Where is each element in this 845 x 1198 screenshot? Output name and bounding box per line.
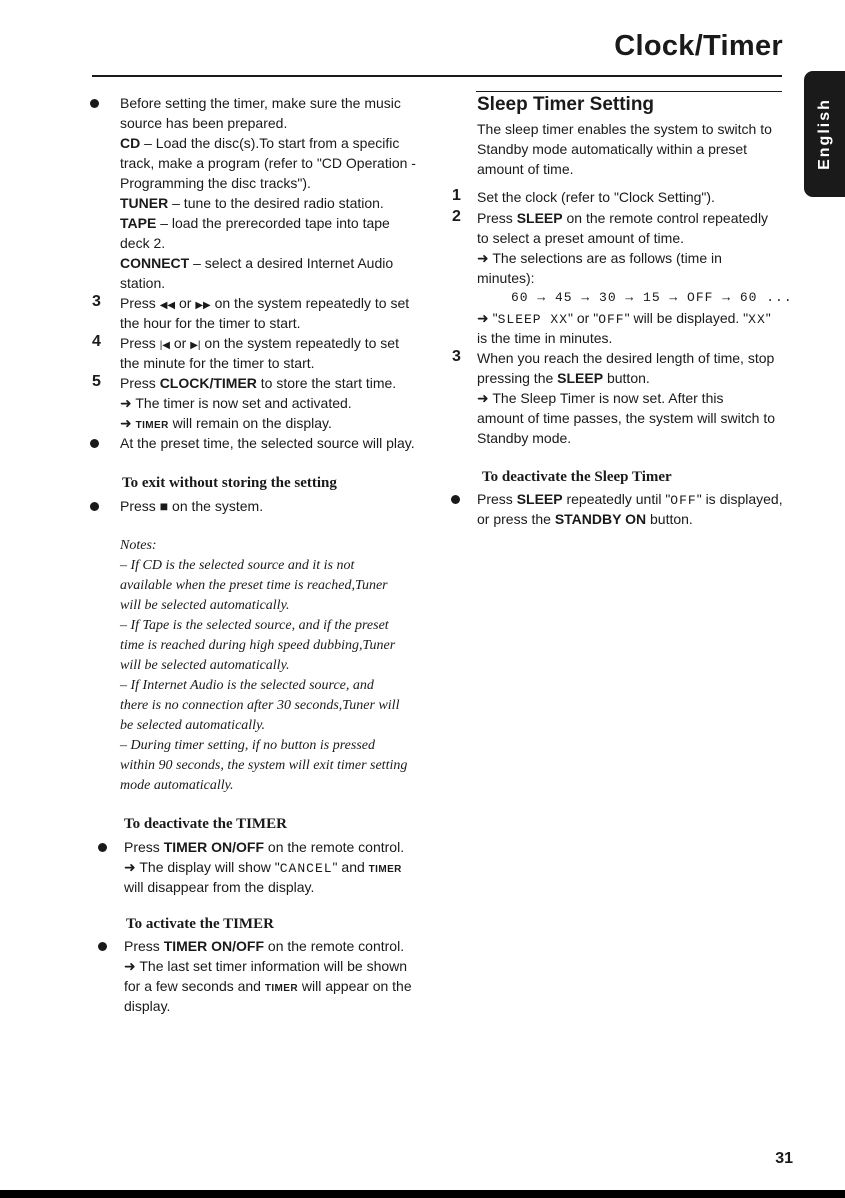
text-line: ➜ "SLEEP XX" or "OFF" will be displayed. "XX" bbox=[477, 310, 771, 327]
bullet-icon bbox=[98, 843, 107, 852]
previous-icon: |◀ bbox=[159, 340, 170, 351]
note-line: will be selected automatically. bbox=[120, 598, 290, 613]
text-line: ➜ TIMER will remain on the display. bbox=[120, 415, 332, 431]
text-line: Press SLEEP repeatedly until "OFF" is displayed, bbox=[477, 491, 783, 508]
note-line: within 90 seconds, the system will exit timer setting bbox=[120, 758, 408, 773]
text-line: Press CLOCK/TIMER to store the start time. bbox=[120, 375, 397, 391]
text-line: will disappear from the display. bbox=[124, 879, 315, 895]
text-line: is the time in minutes. bbox=[477, 330, 613, 346]
section-heading: To activate the TIMER bbox=[126, 916, 274, 932]
note-line: be selected automatically. bbox=[120, 718, 266, 733]
page-title: Clock/Timer bbox=[614, 30, 783, 62]
arrow-icon: ➜ bbox=[124, 958, 136, 974]
bullet-icon bbox=[90, 502, 99, 511]
text-line: deck 2. bbox=[120, 235, 166, 251]
text-line: the hour for the timer to start. bbox=[120, 315, 301, 331]
text-line: CONNECT – select a desired Internet Audio bbox=[120, 255, 394, 271]
text-line: for a few seconds and TIMER will appear on the bbox=[124, 978, 412, 994]
bottom-bar bbox=[0, 1190, 845, 1198]
note-line: will be selected automatically. bbox=[120, 658, 290, 673]
text-line: pressing the SLEEP button. bbox=[477, 370, 650, 386]
step-number: 5 bbox=[92, 373, 101, 390]
text-line: ➜ The display will show "CANCEL" and TIMER bbox=[124, 859, 402, 876]
section-heading: To exit without storing the setting bbox=[122, 475, 337, 491]
text-line: Press SLEEP on the remote control repeatedly bbox=[477, 210, 769, 226]
text-line: ➜ The Sleep Timer is now set. After this bbox=[477, 390, 724, 406]
notes-label: Notes: bbox=[120, 538, 157, 553]
text-line: minutes): bbox=[477, 270, 535, 286]
fast-forward-icon: ▶▶ bbox=[195, 300, 211, 311]
language-tab-label: English bbox=[815, 98, 833, 170]
text-line: Standby mode automatically within a preset bbox=[477, 141, 748, 157]
arrow-icon: ➜ bbox=[120, 415, 132, 431]
text-line: Press ■ on the system. bbox=[120, 498, 264, 514]
step-number: 2 bbox=[452, 208, 461, 225]
arrow-icon: ➜ bbox=[477, 310, 489, 326]
text-line: Press |◀ or ▶| on the system repeatedly to set bbox=[120, 335, 399, 351]
text-line: TAPE – load the prerecorded tape into tape bbox=[120, 215, 390, 231]
bullet-icon bbox=[451, 495, 460, 504]
note-line: – If CD is the selected source and it is not bbox=[120, 558, 355, 573]
text-line: Programming the disc tracks"). bbox=[120, 175, 311, 191]
arrow-icon: ➜ bbox=[124, 859, 136, 875]
text-line: The sleep timer enables the system to switch to bbox=[477, 121, 772, 137]
step-number: 1 bbox=[452, 187, 461, 204]
text-line: amount of time passes, the system will switch to bbox=[477, 410, 775, 426]
text-line: ➜ The timer is now set and activated. bbox=[120, 395, 352, 411]
arrow-icon: ➜ bbox=[477, 390, 489, 406]
note-line: – If Internet Audio is the selected source, and bbox=[120, 678, 374, 693]
text-line: Press TIMER ON/OFF on the remote control. bbox=[124, 938, 405, 954]
note-line: there is no connection after 30 seconds,Tuner will bbox=[120, 698, 400, 713]
sleep-sequence: 60 → 45 → 30 → 15 → OFF → 60 ... bbox=[511, 290, 793, 305]
step-number: 3 bbox=[452, 348, 461, 365]
text-line: Press ◀◀ or ▶▶ on the system repeatedly to set bbox=[120, 295, 410, 311]
page-number: 31 bbox=[775, 1150, 793, 1167]
bullet-icon bbox=[98, 942, 107, 951]
bullet-icon bbox=[90, 439, 99, 448]
section-rule bbox=[476, 91, 782, 92]
note-line: – During timer setting, if no button is pressed bbox=[120, 738, 375, 753]
step-number: 4 bbox=[92, 333, 101, 350]
sleep-timer-heading: Sleep Timer Setting bbox=[477, 94, 655, 115]
text-line: When you reach the desired length of time, stop bbox=[477, 350, 775, 366]
arrow-icon: ➜ bbox=[120, 395, 132, 411]
rewind-icon: ◀◀ bbox=[159, 300, 176, 311]
arrow-icon: ➜ bbox=[477, 250, 489, 266]
text-line: ➜ The selections are as follows (time in bbox=[477, 250, 722, 266]
language-tab bbox=[804, 71, 845, 197]
note-line: time is reached during high speed dubbing,Tuner bbox=[120, 638, 396, 653]
section-heading: To deactivate the TIMER bbox=[124, 816, 287, 832]
text-line: track, make a program (refer to "CD Operation - bbox=[120, 155, 416, 171]
text-line: station. bbox=[120, 275, 166, 291]
text-line: Set the clock (refer to "Clock Setting"). bbox=[477, 189, 715, 205]
text-line: amount of time. bbox=[477, 161, 574, 177]
stop-icon: ■ bbox=[159, 498, 169, 514]
text-line: CD – Load the disc(s).To start from a specific bbox=[120, 135, 400, 151]
text-line: At the preset time, the selected source will play. bbox=[120, 435, 415, 451]
next-icon: ▶| bbox=[190, 340, 201, 351]
note-line: – If Tape is the selected source, and if the preset bbox=[120, 618, 389, 633]
text-line: Standby mode. bbox=[477, 430, 572, 446]
note-line: available when the preset time is reached,Tuner bbox=[120, 578, 388, 593]
text-line: ➜ The last set timer information will be shown bbox=[124, 958, 408, 974]
section-heading: To deactivate the Sleep Timer bbox=[482, 469, 672, 485]
text-line: source has been prepared. bbox=[120, 115, 288, 131]
text-line: the minute for the timer to start. bbox=[120, 355, 315, 371]
text-line: or press the STANDBY ON button. bbox=[477, 511, 693, 527]
step-number: 3 bbox=[92, 293, 101, 310]
header-rule bbox=[92, 75, 782, 77]
text-line: Before setting the timer, make sure the music bbox=[120, 95, 401, 111]
text-line: Press TIMER ON/OFF on the remote control. bbox=[124, 839, 405, 855]
bullet-icon bbox=[90, 99, 99, 108]
text-line: to select a preset amount of time. bbox=[477, 230, 684, 246]
text-line: TUNER – tune to the desired radio station. bbox=[120, 195, 384, 211]
text-line: display. bbox=[124, 998, 171, 1014]
note-line: mode automatically. bbox=[120, 778, 234, 793]
